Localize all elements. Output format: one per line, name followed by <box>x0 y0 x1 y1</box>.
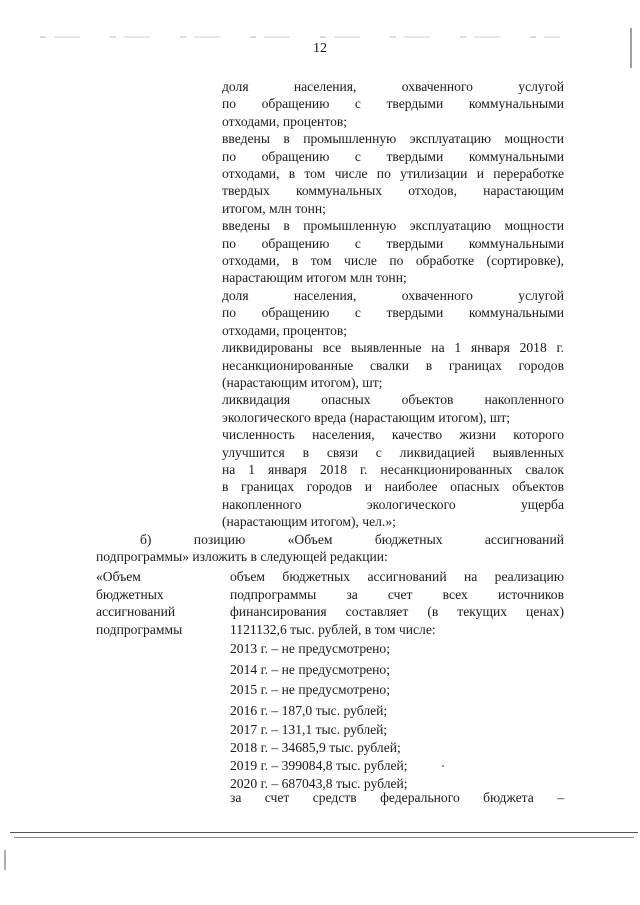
text-line: финансирования составляет (в текущих ценах) <box>230 604 564 620</box>
text-line: бюджетных <box>96 586 164 602</box>
list-item: 2015 г. – не предусмотрено; <box>230 682 391 697</box>
text-line: экологического вреда (нарастающим итогом), шт; <box>222 409 511 425</box>
text-line: (нарастающим итогом), чел.»; <box>222 514 396 530</box>
text-line: улучшится в связи с ликвидацией выявленных <box>222 444 564 460</box>
text-line: по обращению с твердыми коммунальными <box>222 305 564 321</box>
indicators-block <box>222 78 564 531</box>
text-line: доля населения, охваченного услугой <box>222 287 564 303</box>
position-description <box>230 568 564 638</box>
text-line: «Объем <box>96 569 141 584</box>
text-line: введены в промышленную эксплуатацию мощности <box>222 218 564 234</box>
text-line: доля населения, охваченного услугой <box>222 79 564 94</box>
list-item: 2016 г. – 187,0 тыс. рублей; <box>230 702 388 718</box>
text-line: на 1 января 2018 г. несанкционированных свалок <box>222 461 564 477</box>
table-bottom-border <box>10 832 638 833</box>
scan-speck <box>442 765 444 767</box>
list-item: 2020 г. – 687043,8 тыс. рублей; <box>230 776 408 791</box>
list-item: 2019 г. – 399084,8 тыс. рублей; <box>230 758 408 773</box>
instruction-paragraph <box>96 531 564 566</box>
text-line: за счет средств федерального бюджета – <box>230 790 564 805</box>
text-line: по обращению с твердыми коммунальными <box>222 96 564 112</box>
scan-artifact-top <box>40 36 560 38</box>
text-line: введены в промышленную эксплуатацию мощности <box>222 131 564 147</box>
table-bottom-border-secondary <box>14 837 634 838</box>
position-label <box>96 568 216 638</box>
text-line: подпрограммы <box>96 621 183 637</box>
page-number: 12 <box>313 41 327 56</box>
text-line: в границах городов и наиболее опасных объектов <box>222 479 564 495</box>
text-line: ликвидация опасных объектов накопленного <box>222 392 564 408</box>
text-line: подпрограммы» изложить в следующей редакции: <box>96 549 388 565</box>
text-line: объем бюджетных ассигнований на реализацию <box>230 569 564 584</box>
text-line: несанкционированные свалки в границах городов <box>222 357 564 373</box>
text-line: накопленного экологического ущерба <box>222 496 564 512</box>
text-line: отходами, в том числе по утилизации и переработке <box>222 166 564 182</box>
text-line: твердых коммунальных отходов, нарастающим <box>222 183 564 199</box>
text-line: отходами, в том числе по обработке (сортировке), <box>222 253 564 269</box>
text-line: нарастающим итогом млн тонн; <box>222 270 407 286</box>
text-line: б) позицию «Объем бюджетных ассигнований <box>140 532 564 547</box>
text-line: подпрограммы за счет всех источников <box>230 586 564 602</box>
list-item: 2013 г. – не предусмотрено; <box>230 641 391 656</box>
text-line: по обращению с твердыми коммунальными <box>222 235 564 251</box>
scan-edge-mark <box>4 850 6 870</box>
list-item: 2017 г. – 131,1 тыс. рублей; <box>230 722 388 737</box>
text-line: (нарастающим итогом), шт; <box>222 374 383 390</box>
federal-budget-line <box>230 790 564 806</box>
text-line: отходами, процентов; <box>222 113 348 129</box>
text-line: ликвидированы все выявленные на 1 января 2018 г. <box>222 340 564 356</box>
text-line: ассигнований <box>96 604 176 620</box>
text-line: по обращению с твердыми коммунальными <box>222 148 564 164</box>
list-item: 2014 г. – не предусмотрено; <box>230 661 391 677</box>
funding-by-year-list <box>230 639 564 793</box>
text-line: численность населения, качество жизни которого <box>222 427 564 443</box>
text-line: итогом, млн тонн; <box>222 200 326 216</box>
text-line: отходами, процентов; <box>222 322 348 338</box>
text-line: 1121132,6 тыс. рублей, в том числе: <box>230 621 436 637</box>
list-item: 2018 г. – 34685,9 тыс. рублей; <box>230 740 401 755</box>
